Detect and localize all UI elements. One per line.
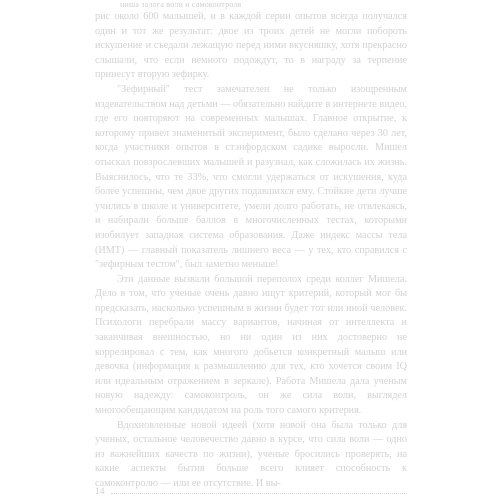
page-number: 14 <box>95 487 105 497</box>
body-text <box>95 10 407 492</box>
paragraph-2: "Зефирный" тест замечателен не только изощренным издевательством над детьми — обязательно найдите в интернете видео, где его повторяют на современных малышах. Главное открытие, к которому привел знаменитый эксперимент, было сделано через 30 лет, когда участники опытов в стэнфордском садике выросли. Мишел отыскал повзрослевших малышей и разузнал, как сложилась их жизнь. Выяснилось, что те 33%, что смогли удержаться от искушения, куда более успешны, чем двое других подавшихся ему. Стойкие дети лучше учились в школе и университете, умели долго работать, не отвлекаясь, и набирали больше баллов в многочисленных тестах, которыми изобилует западная система образования. Даже индекс массы тела (ИМТ) — главный показатель лишнего веса — у тех, кто справился с "зефирным тестом", был заметно меньше! <box>95 83 407 271</box>
page-footer <box>95 486 407 498</box>
running-header: ниша залога воли и самоконтроля <box>120 0 242 9</box>
paragraph-4: Вдохновленные новой идеей (хотя новой она была только для ученых, остальное человечество давно в курсе, что сила воли — одно из важнейших качеств по жизни), ученые бросились проверять, на какие аспекты бытия больше всего влияет способность к самоконтролю — или ее отсутствие. И вы- <box>95 419 407 489</box>
footer-dotted-rule <box>111 493 408 494</box>
paragraph-3: Эти данные вызвали большой переполох среди коллег Мишела. Дело в том, что ученые очень давно ищут критерий, который мог бы предсказать, насколько успешным в жизни будет тот или иной человек. Психологи перебрали массу вариантов, начиная от интеллекта и заканчивая внешностью, но ни один из них достоверно не коррелировал с тем, как многого добьется конкретный малыш или девочка (информация к размышлению для тех, кто хочется своим IQ или идеальным отражением в зеркале). Работа Мишела дала ученым новую надежду: самоконтроль, он же сила воли, выглядел многообещающим кандидатом на роль того самого критерия. <box>95 273 407 417</box>
paragraph-1: рис около 600 малышей, и в каждой серии опытов всегда получался один и тот же результат: двое из троих детей не могли побороть искушение и съедали лежащую перед ними вкусняшку, хотя прекрасно слышали, что если немного подождут, то в награду за терпение принесут вторую зефирку. <box>95 11 407 81</box>
